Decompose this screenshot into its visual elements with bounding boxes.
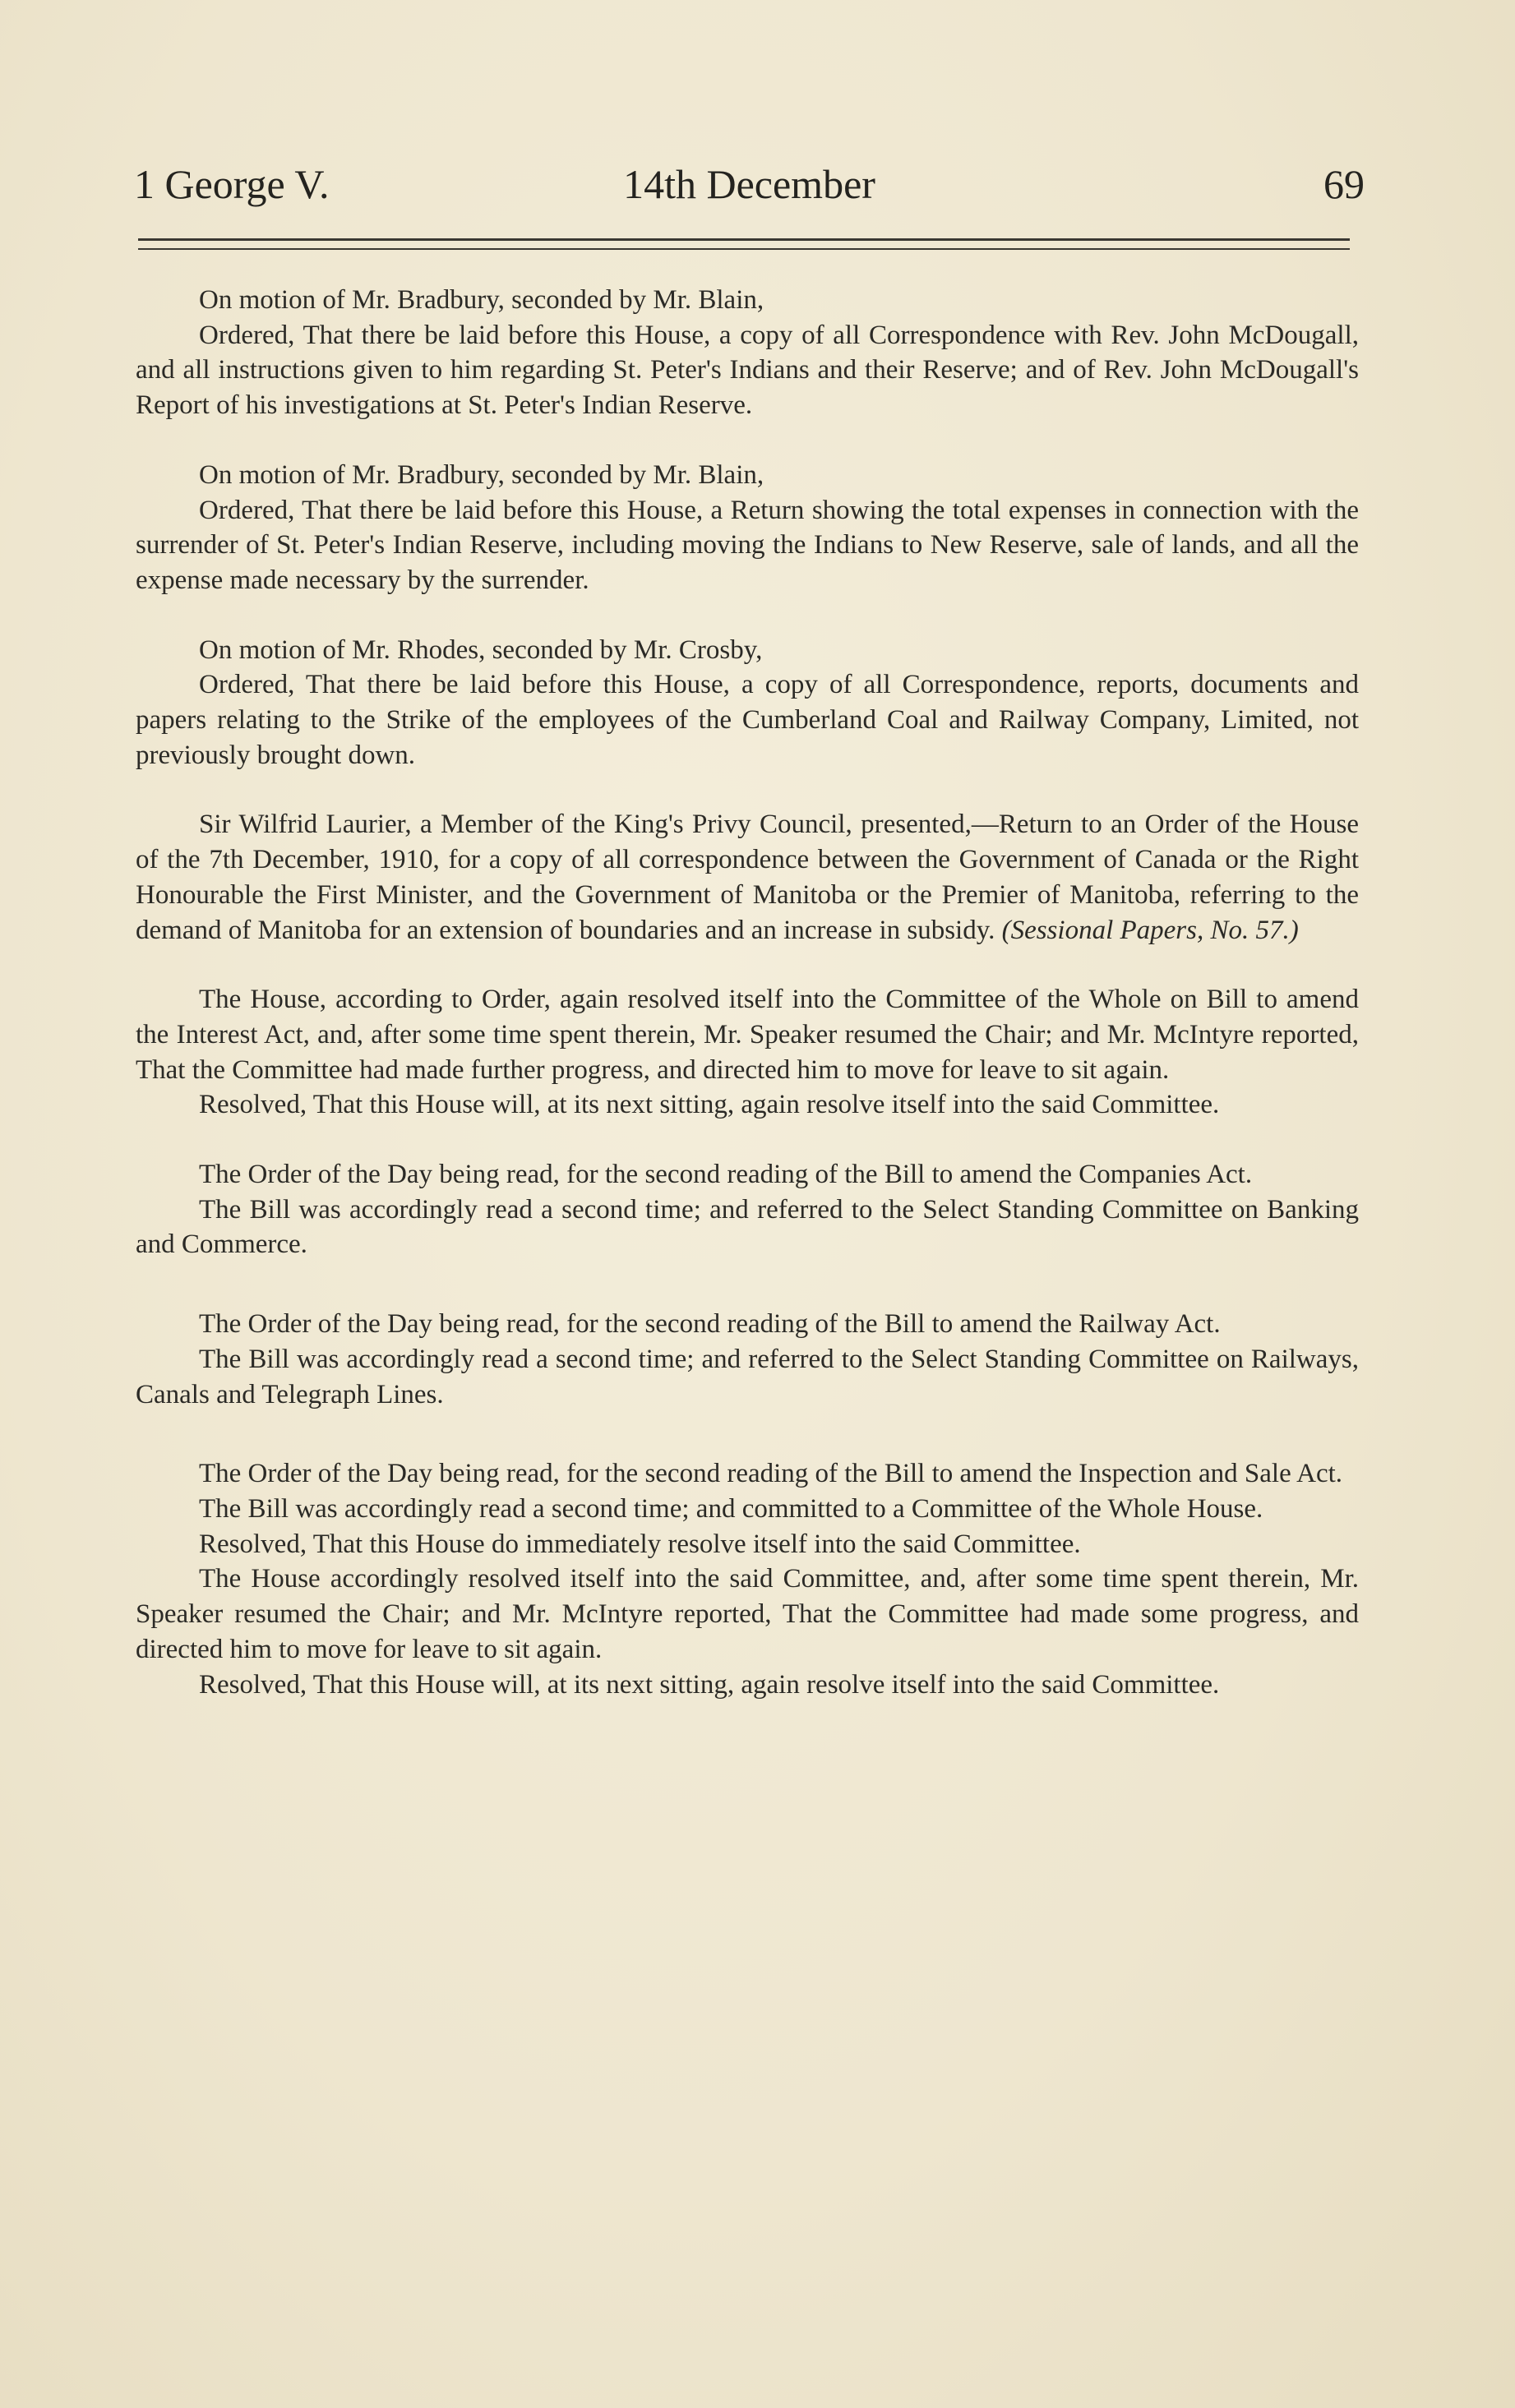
page-header (134, 160, 1365, 218)
inspection-act-resolved-2: Resolved, That this House will, at its next sitting, again resolve itself into the said Committee. (199, 1669, 1220, 1700)
motion-bradbury-1: On motion of Mr. Bradbury, seconded by Mr. Blain, (199, 285, 764, 315)
railway-act-order: The Order of the Day being read, for the second reading of the Bill to amend the Railway Act. (199, 1309, 1221, 1340)
railway-act-referred: The Bill was accordingly read a second time; and referred to the Select Standing Committee on Railways, Canals and Telegraph Lines. (136, 1344, 1359, 1409)
page-number: 69 (1323, 161, 1365, 207)
sessional-paper-ref: (Sessional Papers, No. 57.) (1001, 915, 1299, 945)
companies-act-order: The Order of the Day being read, for the second reading of the Bill to amend the Companies Act. (199, 1160, 1253, 1190)
inspection-act-order: The Order of the Day being read, for the second reading of the Bill to amend the Inspection and Sale Act. (199, 1459, 1343, 1489)
interest-act-resolved: Resolved, That this House will, at its next sitting, again resolve itself into the said Committee. (199, 1090, 1220, 1120)
header-rule-top (138, 238, 1350, 241)
inspection-act-committed: The Bill was accordingly read a second time; and committed to a Committee of the Whole House. (199, 1493, 1263, 1524)
interest-act-committee: The House, according to Order, again resolved itself into the Committee of the Whole on Bill to amend the Interest Act, and, after some time spent therein, Mr. Speaker resumed the Chair; and Mr. McIntyre reported, That the Committee had made further progress, and directed him to move for leave to sit again. (136, 985, 1359, 1085)
laurier-return (136, 807, 1359, 948)
motion-bradbury-2: On motion of Mr. Bradbury, seconded by Mr. Blain, (199, 459, 764, 490)
order-surrender-expenses: Ordered, That there be laid before this House, a Return showing the total expenses in connection with the surrender of St. Peter's Indian Reserve, including moving the Indians to New Reserve, sale of lands, and all the expense made necessary by the surrender. (136, 495, 1359, 595)
inspection-act-progress: The House accordingly resolved itself into the said Committee, and, after some time spent therein, Mr. Speaker resumed the Chair; and Mr. McIntyre reported, That the Committee had made some progress, and directed him to move for leave to sit again. (136, 1564, 1359, 1664)
inspection-act-resolved-1: Resolved, That this House do immediately resolve itself into the said Committee. (199, 1529, 1081, 1559)
regnal-year: 1 George V. (134, 161, 330, 207)
journal-body (136, 283, 1359, 1702)
order-cumberland-strike: Ordered, That there be laid before this House, a copy of all Correspondence, reports, documents and papers relating to the Strike of the employees of the Cumberland Coal and Railway Company, Limited, not previously brought down. (136, 670, 1359, 770)
laurier-return-text: Sir Wilfrid Laurier, a Member of the King's Privy Council, presented,—Return to an Order of the House of the 7th December, 1910, for a copy of all correspondence between the Government of Canada or the Right Honourable the First Minister, and the Government of Manitoba or the Premier of Manitoba, referring to the demand of Manitoba for an extension of boundaries and an increase in subsidy. (136, 810, 1359, 945)
header-rule-bottom (138, 248, 1350, 250)
companies-act-referred: The Bill was accordingly read a second time; and referred to the Select Standing Committee on Banking and Commerce. (136, 1194, 1359, 1260)
order-mcdougall-correspondence: Ordered, That there be laid before this House, a copy of all Correspondence with Rev. John McDougall, and all instructions given to him regarding St. Peter's Indians and their Reserve; and of Rev. John McDougall's Report of his investigations at St. Peter's Indian Reserve. (136, 320, 1359, 421)
page-date: 14th December (623, 161, 875, 207)
motion-rhodes: On motion of Mr. Rhodes, seconded by Mr. Crosby, (199, 634, 763, 665)
